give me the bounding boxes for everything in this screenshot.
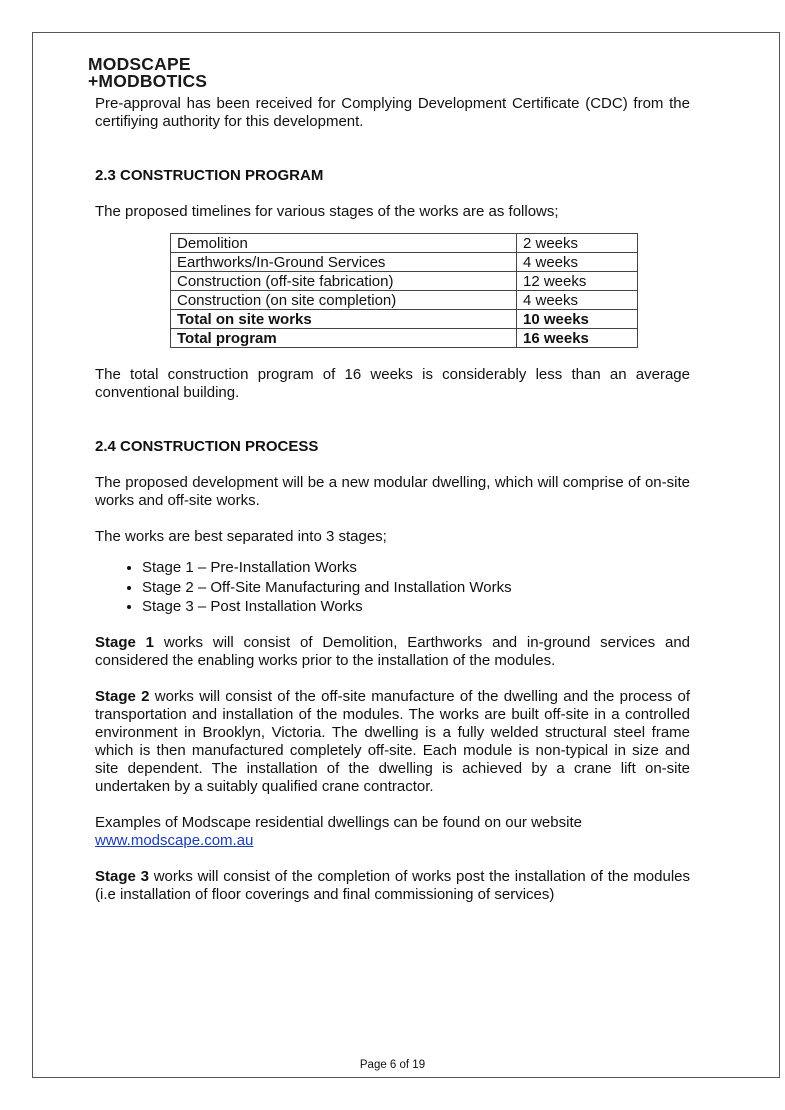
stages-list: [95, 558, 690, 617]
website-link[interactable]: www.modscape.com.au: [95, 831, 254, 849]
duration-cell: 4 weeks: [517, 291, 638, 310]
section-heading-construction-program: 2.3 CONSTRUCTION PROGRAM: [95, 167, 324, 184]
page-number: Page 6 of 19: [359, 1059, 426, 1071]
stage-cell: Earthworks/In-Ground Services: [171, 253, 517, 272]
stage-1-label: Stage 1: [95, 633, 155, 651]
examples-text: Examples of Modscape residential dwellings can be found on our website: [95, 813, 582, 831]
duration-cell: 4 weeks: [517, 253, 638, 272]
logo-line-1: MODSCAPE: [88, 54, 191, 74]
duration-cell: 10 weeks: [517, 310, 638, 329]
table-row: [171, 291, 638, 310]
stage-2-paragraph: [95, 688, 690, 796]
intro-paragraph: Pre-approval has been received for Complying Development Certificate (CDC) from the certifiying authority for this development.: [95, 95, 690, 130]
stage-3-text: works will consist of the completion of works post the installation of the modules (i.e installation of floor coverings and final commissioning of services): [95, 867, 691, 903]
section-heading-construction-process: 2.4 CONSTRUCTION PROCESS: [95, 438, 319, 455]
stage-cell: Demolition: [171, 234, 517, 253]
table-row: [171, 272, 638, 291]
list-item: • Stage 2 – Off-Site Manufacturing and Installation Works: [142, 578, 690, 598]
stage-cell: Construction (on site completion): [171, 291, 517, 310]
stage-3-paragraph: [95, 868, 690, 904]
program-closing-paragraph: The total construction program of 16 weeks is considerably less than an average conventional building.: [95, 366, 690, 401]
stage-1-paragraph: [95, 634, 690, 670]
construction-program-table: [170, 233, 638, 348]
table-row: [171, 310, 638, 329]
list-item: • Stage 1 – Pre-Installation Works: [142, 558, 690, 578]
table-row: [171, 329, 638, 348]
table-row: [171, 253, 638, 272]
table-row: [171, 234, 638, 253]
stage-cell: Total program: [171, 329, 517, 348]
stage-2-text: works will consist of the off-site manufacture of the dwelling and the process of transportation and installation of the modules. The works are built off-site in a controlled environment in Brooklyn, Victoria. The dwelling is a fully welded structural steel frame which is then manufactured completely off-site. Each module is non-typical in size and site dependent. The installation of the dwelling is achieved by a crane lift on-site undertaken by a suitably qualified crane contractor.: [95, 687, 690, 795]
stage-3-label: Stage 3: [95, 867, 149, 885]
document-body: [95, 95, 690, 904]
list-item: • Stage 3 – Post Installation Works: [142, 597, 690, 617]
duration-cell: 16 weeks: [517, 329, 638, 348]
program-lead-paragraph: The proposed timelines for various stages of the works are as follows;: [95, 203, 559, 220]
stage-2-label: Stage 2: [95, 687, 150, 705]
duration-cell: 2 weeks: [517, 234, 638, 253]
process-paragraph-1: The proposed development will be a new modular dwelling, which will comprise of on-site works and off-site works.: [95, 474, 690, 509]
logo-line-2: +MODBOTICS: [88, 71, 208, 91]
process-paragraph-2: The works are best separated into 3 stages;: [95, 528, 387, 545]
stage-1-text: works will consist of Demolition, Earthworks and in-ground services and considered the enabling works prior to the installation of the modules.: [95, 633, 690, 669]
company-logo: [88, 56, 207, 90]
duration-cell: 12 weeks: [517, 272, 638, 291]
stage-cell: Construction (off-site fabrication): [171, 272, 517, 291]
examples-paragraph: [95, 814, 690, 850]
stage-cell: Total on site works: [171, 310, 517, 329]
